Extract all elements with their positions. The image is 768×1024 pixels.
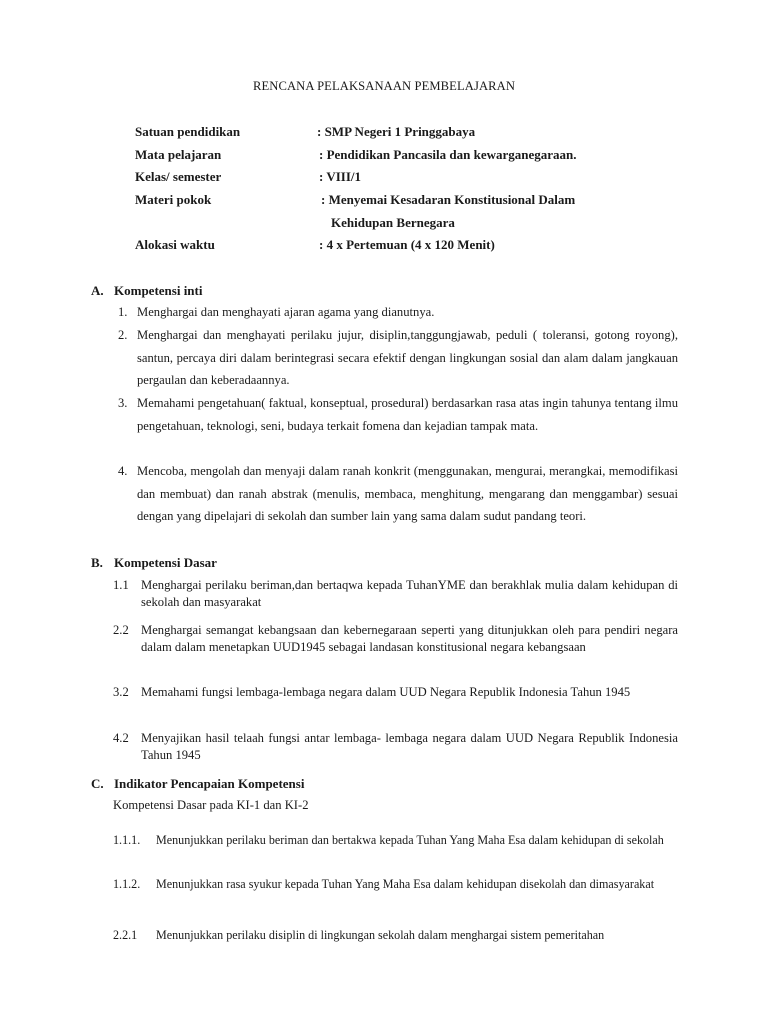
item-text: Menunjukkan perilaku beriman dan bertakwa kepada Tuhan Yang Maha Esa dalam kehidupan di sekolah [156,833,664,847]
section-letter: B. [91,555,103,570]
info-value: : SMP Negeri 1 Pringgabaya [317,124,476,139]
info-value: : VIII/1 [319,169,362,184]
info-value-cont: Kehidupan Bernegara [331,215,455,230]
indikator-item-1-1-1 [113,832,678,849]
item-number: 1.1 [113,578,129,592]
item-text: Memahami pengetahuan( faktual, konseptual, prosedural) berdasarkan rasa atas ingin tahunya tentang ilmu pengetahuan, teknologi, seni, budaya terkait fomena dan kejadian tampak mata. [137,396,678,433]
item-text: Menghargai dan menghayati perilaku jujur, disiplin,tanggungjawab, peduli ( toleransi, gotong royong), santun, percaya diri dalam berintegrasi secara efektif dengan lingkungan sosial dan alam dalam jangkauan pergaulan dan keberadaannya. [137,328,678,387]
indikator-item-1-1-2 [113,874,678,895]
ki-item-3 [118,392,678,437]
item-number: 2.2 [113,623,129,637]
item-number: 4. [118,464,128,478]
item-text: Menunjukkan rasa syukur kepada Tuhan Yang Maha Esa dalam kehidupan disekolah dan dimasyarakat [156,877,655,891]
info-label: Satuan pendidikan [135,124,241,139]
item-text: Menunjukkan perilaku disiplin di lingkungan sekolah dalam menghargai sistem pemeritahan [156,928,605,942]
item-text: Memahami fungsi lembaga-lembaga negara dalam UUD Negara Republik Indonesia Tahun 1945 [141,685,631,699]
indikator-item-2-2-1 [113,927,678,944]
item-number: 1. [118,305,128,319]
info-label: Alokasi waktu [135,237,215,252]
section-title: Indikator Pencapaian Kompetensi [114,776,305,791]
info-label: Materi pokok [135,192,212,207]
item-number: 1.1.1. [113,833,141,847]
item-number: 2. [118,328,128,342]
indikator-intro: Kompetensi Dasar pada KI-1 dan KI-2 [113,798,309,812]
ki-item-1 [118,301,678,324]
item-text: Mencoba, mengolah dan menyaji dalam ranah konkrit (menggunakan, mengurai, merangkai, memodifikasi dan membuat) dan ranah abstrak (menulis, membaca, menghitung, mengarang dan menggambar) sesuai dengan yang dipelajari di sekolah dan sumber lain yang sama dalam sudut pandang teori. [137,464,678,523]
item-text: Menyajikan hasil telaah fungsi antar lembaga- lembaga negara dalam UUD Negara Republik Indonesia Tahun 1945 [141,731,678,762]
item-number: 1.1.2. [113,877,141,891]
info-value: : Menyemai Kesadaran Konstitusional Dalam [321,192,576,207]
section-letter: C. [91,776,104,791]
section-letter: A. [91,283,104,298]
section-title: Kompetensi inti [114,283,203,298]
info-value: : Pendidikan Pancasila dan kewarganegaraan. [319,147,577,162]
item-text: Menghargai semangat kebangsaan dan kebernegaraan seperti yang ditunjukkan oleh para pendiri negara dalam dalam menetapkan UUD1945 sebagai landasan konstitusional negara kebangsaan [141,623,678,654]
item-number: 3. [118,396,128,410]
ki-item-2 [118,324,678,392]
item-text: Menghargai dan menghayati ajaran agama yang dianutnya. [137,305,435,319]
kd-item-3-2 [113,684,678,701]
kd-item-1-1 [113,577,678,610]
item-number: 4.2 [113,731,129,745]
kd-item-4-2 [113,730,678,763]
info-label: Mata pelajaran [135,147,222,162]
section-title: Kompetensi Dasar [114,555,217,570]
item-text: Menghargai perilaku beriman,dan bertaqwa kepada TuhanYME dan berakhlak mulia dalam kehidupan di sekolah dan masyarakat [141,578,678,609]
kd-item-2-2 [113,622,678,655]
ki-item-4 [118,460,678,528]
document-title: RENCANA PELAKSANAAN PEMBELAJARAN [252,79,516,93]
item-number: 2.2.1 [113,928,138,942]
info-label: Kelas/ semester [135,169,222,184]
item-number: 3.2 [113,685,129,699]
info-value: : 4 x Pertemuan (4 x 120 Menit) [319,237,495,252]
